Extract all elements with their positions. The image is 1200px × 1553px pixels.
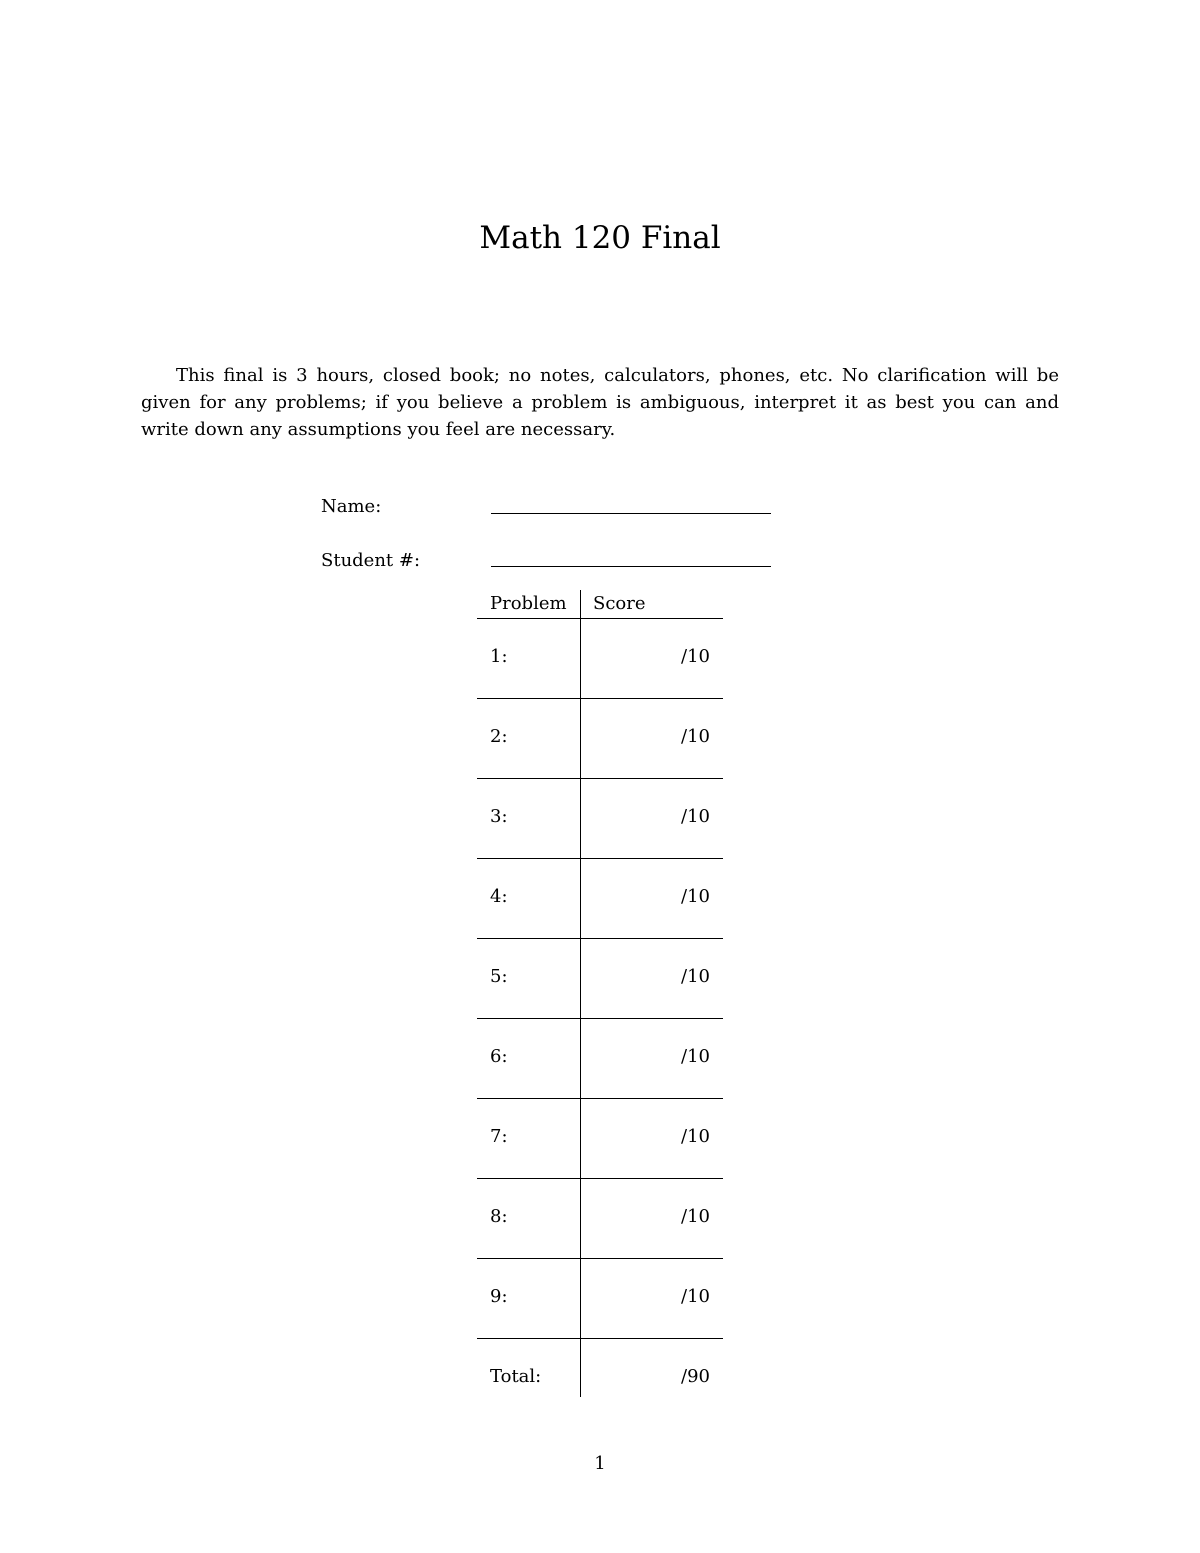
table-row [477,1179,723,1259]
problem-number: 9: [490,1286,508,1307]
problem-number: 2: [490,726,508,747]
instructions-paragraph: This final is 3 hours, closed book; no notes, calculators, phones, etc. No clarification will be given for any problems; if you believe a problem is ambiguous, interpret it as best you can and write down any assumptions you feel are necessary. [141,365,1059,440]
score-max: /10 [681,1286,710,1307]
problem-column-header: Problem [490,593,567,614]
table-row [477,1259,723,1339]
problem-number: 1: [490,646,508,667]
score-table [477,590,723,1393]
score-max: /10 [681,886,710,907]
table-row [477,939,723,1019]
name-label: Name: [321,496,382,517]
score-max: /10 [681,806,710,827]
score-max: /10 [681,1126,710,1147]
score-max: /10 [681,1046,710,1067]
score-table-header [477,590,723,619]
problem-number: 4: [490,886,508,907]
total-max: /90 [681,1366,710,1387]
page-number: 1 [594,1453,606,1474]
problem-number: 7: [490,1126,508,1147]
score-max: /10 [681,966,710,987]
problem-number: 6: [490,1046,508,1067]
score-column-header: Score [593,593,646,614]
total-row [477,1339,723,1393]
table-row [477,779,723,859]
table-row [477,619,723,699]
problem-number: 3: [490,806,508,827]
table-row [477,1099,723,1179]
table-row [477,1019,723,1099]
table-row [477,699,723,779]
page-title: Math 120 Final [479,220,721,256]
name-blank-line [491,513,771,514]
problem-number: 8: [490,1206,508,1227]
score-max: /10 [681,646,710,667]
total-label: Total: [490,1366,542,1387]
student-number-blank-line [491,566,771,567]
score-max: /10 [681,1206,710,1227]
score-max: /10 [681,726,710,747]
student-number-label: Student #: [321,550,421,571]
table-row [477,859,723,939]
problem-number: 5: [490,966,508,987]
